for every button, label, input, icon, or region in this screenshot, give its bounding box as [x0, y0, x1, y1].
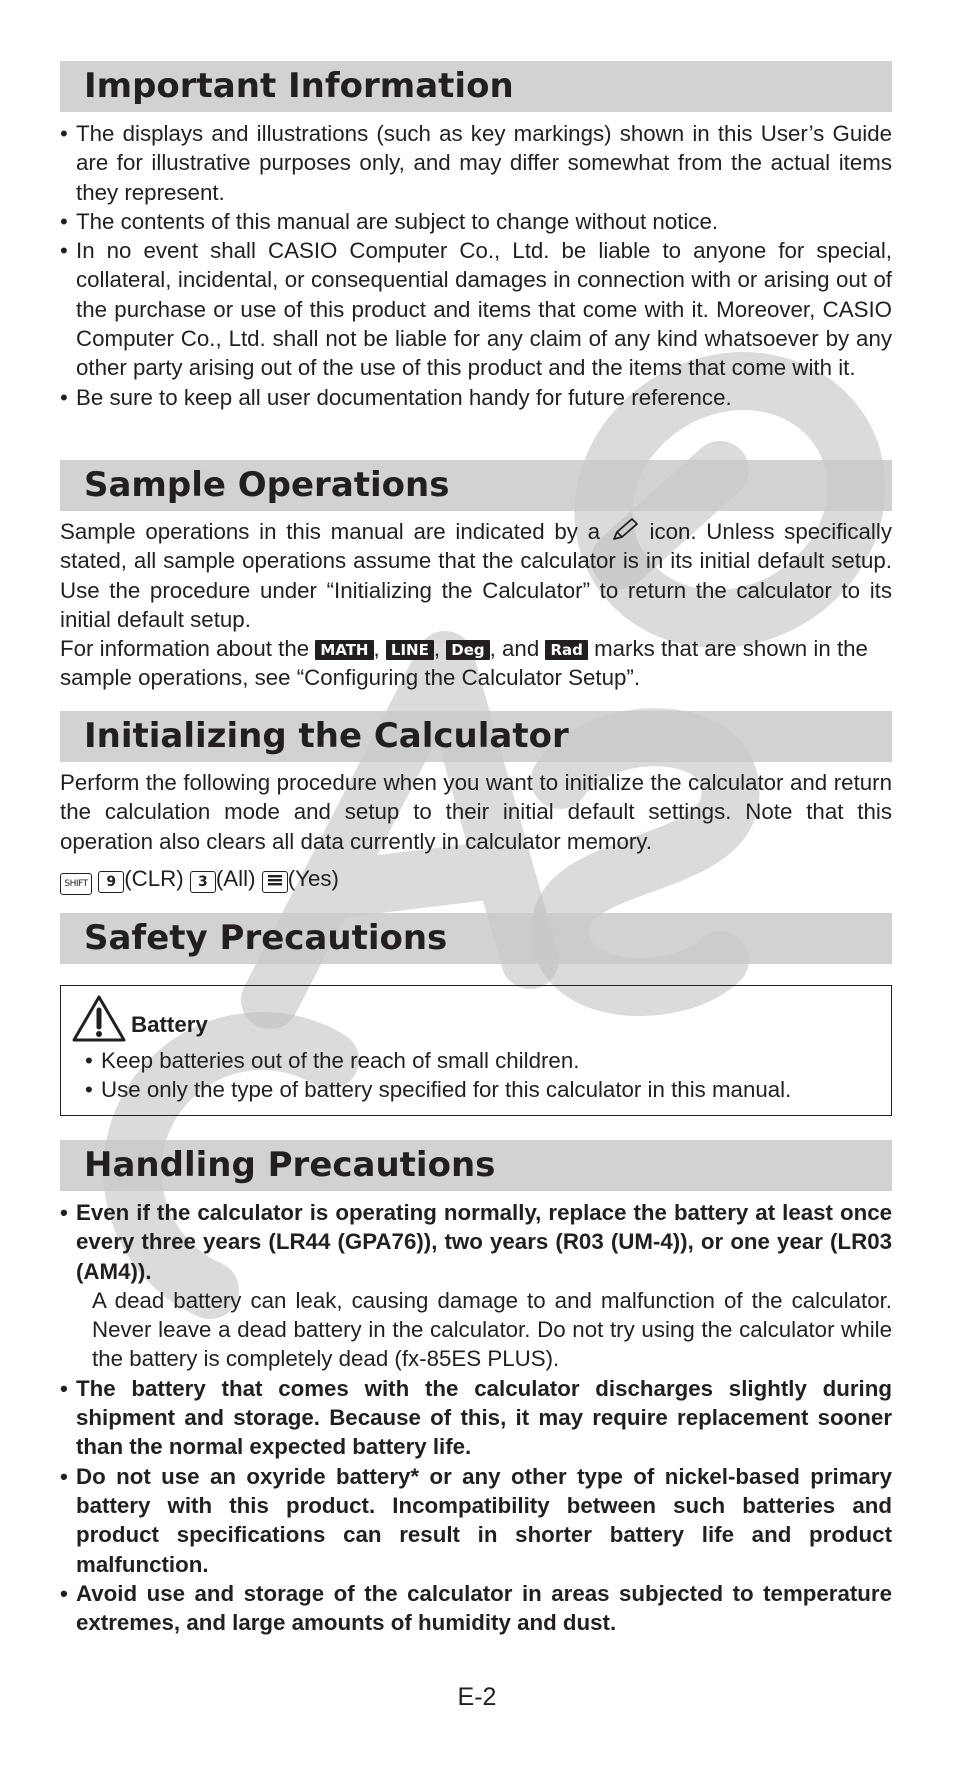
list-item: • Do not use an oxyride battery* or any other type of nickel-based primary battery with this product. Incompatibility between such batteries and product specifications can result in shorter battery life and product malfunction. [60, 1462, 892, 1579]
key-9: 9 [98, 871, 124, 893]
battery-warning-box [60, 985, 892, 1116]
handling-precautions-list [60, 1198, 892, 1637]
sample-paragraph-2: For information about the MATH , LINE , Deg , and Rad marks that are shown in the sample operations, see “Configuring the Calculator Setup”. [60, 636, 868, 691]
initializing-paragraph: Perform the following procedure when you want to initialize the calculator and return the calculation mode and setup to their initial default settings. Note that this operation also clears all data currently in calculator memory. [60, 770, 892, 854]
heading-safety-precautions: Safety Precautions [60, 913, 892, 964]
shift-key: SHIFT [60, 873, 92, 895]
heading-initializing-calculator: Initializing the Calculator [60, 711, 892, 762]
rad-mark: Rad [545, 640, 587, 660]
sample-operations-text [60, 517, 892, 693]
list-item: • Even if the calculator is operating normally, replace the battery at least once every three years (LR44 (GPA76)), two years (R03 (UM-4)), or one year (LR03 (AM4)). A dead battery can leak, causing damage to and malfunction of the calculator. Never leave a dead battery in the calculator. Do not try using the calculator while the battery is completely dead (fx-85ES PLUS). [60, 1198, 892, 1374]
initializing-text [60, 768, 892, 856]
math-mark: MATH [315, 640, 373, 660]
battery-title: Battery [131, 1012, 208, 1037]
list-item: • Use only the type of battery specified for this calculator in this manual. [85, 1075, 881, 1104]
key-sequence: SHIFT 9 (CLR) 3 (All) (Yes) [60, 864, 892, 895]
list-item: • The contents of this manual are subject to change without notice. [60, 207, 892, 236]
list-item: • Be sure to keep all user documentation handy for future reference. [60, 383, 892, 412]
key-3: 3 [190, 871, 216, 893]
heading-handling-precautions: Handling Precautions [60, 1140, 892, 1191]
line-mark: LINE [386, 640, 434, 660]
list-item: • Avoid use and storage of the calculator in areas subjected to temperature extremes, and large amounts of humidity and dust. [60, 1579, 892, 1638]
list-item: • In no event shall CASIO Computer Co., Ltd. be liable to anyone for special, collateral, incidental, or consequential damages in connection with or arising out of the purchase or use of this product and items that come with it. Moreover, CASIO Computer Co., Ltd. shall not be liable for any claim of any kind whatsoever by any other party arising out of the use of this product and the items that come with it. [60, 236, 892, 382]
heading-important-information: Important Information [60, 61, 892, 112]
list-item: • Keep batteries out of the reach of small children. [85, 1046, 881, 1075]
equals-key [262, 871, 288, 893]
sample-paragraph-1: Sample operations in this manual are indicated by a icon. Unless specifically stated, all sample operations assume that the calculator is in its initial default setup. Use the procedure under “Initializing the Calculator” to return the calculator to its initial default setup. [60, 519, 892, 632]
heading-sample-operations: Sample Operations [60, 460, 892, 511]
list-item: • The displays and illustrations (such as key markings) shown in this User’s Guide are for illustrative purposes only, and may differ somewhat from the actual items they represent. [60, 119, 892, 207]
warning-icon [71, 994, 127, 1044]
equals-icon [266, 873, 284, 887]
pencil-icon [610, 517, 640, 543]
page-number: E-2 [457, 1683, 497, 1711]
deg-mark: Deg [446, 640, 489, 660]
important-information-list [60, 119, 892, 412]
list-item: • The battery that comes with the calculator discharges slightly during shipment and storage. Because of this, it may require replacement sooner than the normal expected battery life. [60, 1374, 892, 1462]
